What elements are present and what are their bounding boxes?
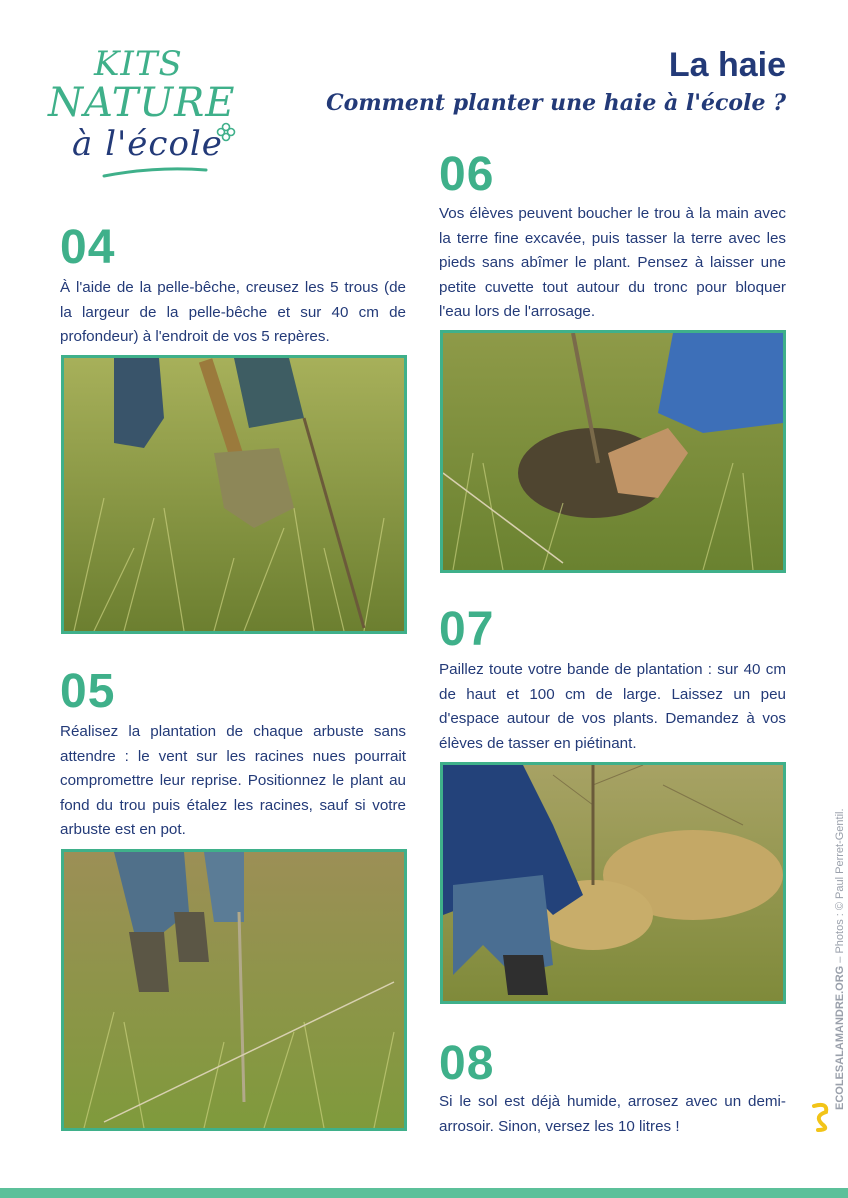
step-08-text: Si le sol est déjà humide, arrosez avec un demi-arrosoir. Sinon, versez les 10 litres ! <box>439 1093 786 1135</box>
step-06-photo <box>440 330 786 573</box>
step-05-photo <box>61 849 407 1131</box>
salamandre-icon <box>810 1100 836 1132</box>
step-04-photo <box>61 355 407 634</box>
step-05-text: Réalisez la plantation de chaque arbuste sans attendre : le vent sur les racines nues pourrait compromettre leur reprise. Positionnez le plant au fond du trou puis étalez les racines, sauf si votre arbuste est en pot. <box>60 723 406 838</box>
logo-line-ecole: à l'école <box>72 124 223 164</box>
credit-photos: – Photos : © Paul Perret-Gentil. <box>834 808 846 966</box>
step-06-text: Vos élèves peuvent boucher le trou à la main avec la terre fine excavée, puis tasser la terre avec les pieds sans abîmer le plant. Pensez à laisser une petite cuvette tout autour du tronc pour bloquer l'eau lors de l'arrosage. <box>439 205 786 320</box>
step-04-text: À l'aide de la pelle-bêche, creusez les 5 trous (de la largeur de la pelle-bêche et sur 40 cm de profondeur) à l'endroit de vos 5 repères. <box>60 279 406 345</box>
logo-line-nature: NATURE <box>48 80 236 126</box>
step-06-number: 06 <box>439 148 495 201</box>
step-07-text: Paillez toute votre bande de plantation : sur 40 cm de haut et 100 cm de large. Laissez un peu d'espace autour de vos plants. Demandez à vos élèves de tasser en piétinant. <box>439 661 786 752</box>
step-04-number: 04 <box>60 221 116 274</box>
page-title: La haie <box>668 46 786 84</box>
step-07-photo <box>440 762 786 1004</box>
logo-line-kits: KITS <box>94 44 183 84</box>
step-08-number: 08 <box>439 1037 495 1090</box>
kits-nature-logo <box>46 44 246 184</box>
step-07-number: 07 <box>439 603 495 656</box>
page-subtitle: Comment planter une haie à l'école ? <box>326 90 786 116</box>
bottom-accent-bar <box>0 1188 848 1198</box>
photo-credit <box>816 720 846 1120</box>
step-05-number: 05 <box>60 665 116 718</box>
credit-site: ECOLESALAMANDRE.ORG <box>834 965 846 1110</box>
